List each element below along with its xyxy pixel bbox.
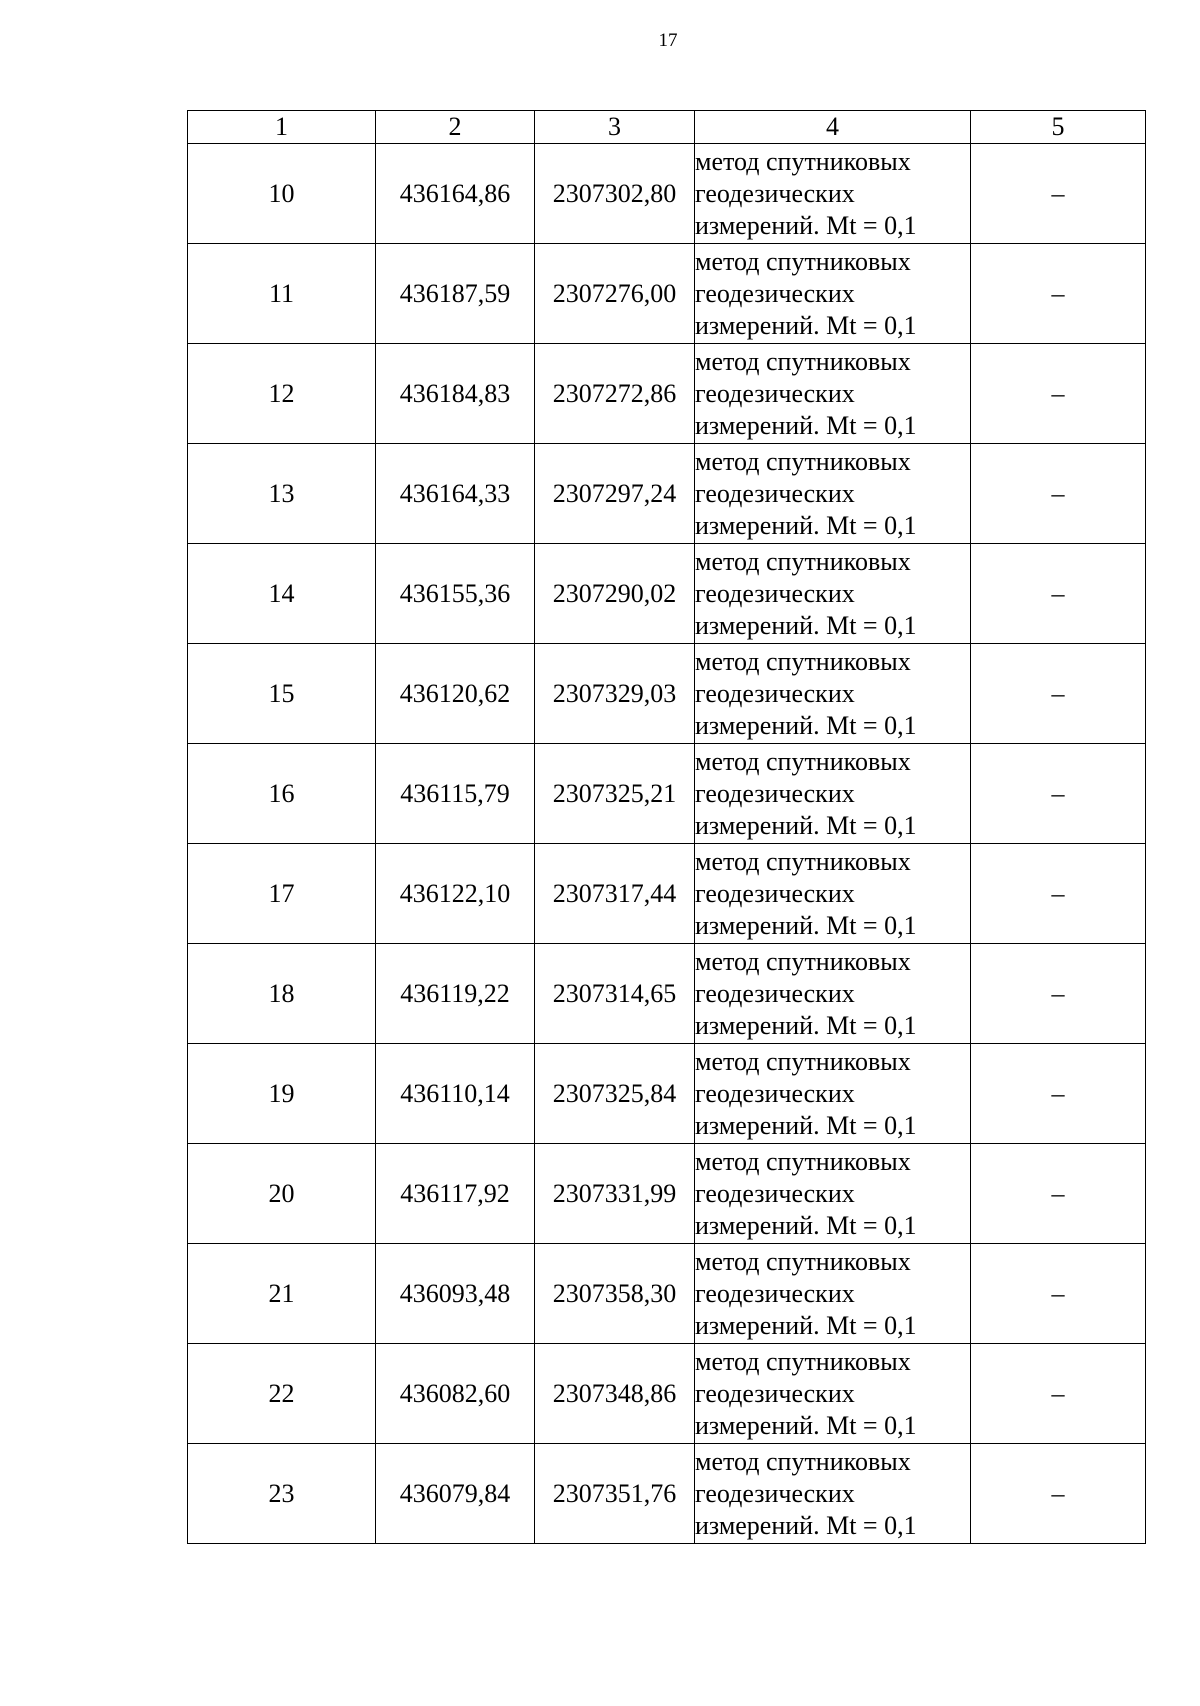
method-line: измерений. Mt = 0,1 xyxy=(695,1110,917,1140)
method-line: метод спутниковых xyxy=(695,846,911,876)
method-line: измерений. Mt = 0,1 xyxy=(695,710,917,740)
y-coordinate-cell: 2307358,30 xyxy=(535,1244,695,1344)
x-coordinate-cell: 436164,33 xyxy=(376,444,535,544)
note-cell: – xyxy=(971,1344,1146,1444)
method-line: геодезических xyxy=(695,1078,855,1108)
y-coordinate-cell: 2307348,86 xyxy=(535,1344,695,1444)
header-col-4: 4 xyxy=(695,111,971,144)
note-cell: – xyxy=(971,1144,1146,1244)
note-cell: – xyxy=(971,444,1146,544)
method-line: геодезических xyxy=(695,678,855,708)
header-col-5: 5 xyxy=(971,111,1146,144)
table-row xyxy=(188,644,1146,744)
method-line: измерений. Mt = 0,1 xyxy=(695,810,917,840)
method-cell xyxy=(695,1044,971,1144)
note-cell: – xyxy=(971,244,1146,344)
x-coordinate-cell: 436093,48 xyxy=(376,1244,535,1344)
point-number-cell: 12 xyxy=(188,344,376,444)
method-line: метод спутниковых xyxy=(695,946,911,976)
method-line: измерений. Mt = 0,1 xyxy=(695,910,917,940)
note-cell: – xyxy=(971,544,1146,644)
note-cell: – xyxy=(971,1444,1146,1544)
table-body xyxy=(188,144,1146,1544)
table-header-row xyxy=(188,111,1146,144)
table-row xyxy=(188,244,1146,344)
method-cell xyxy=(695,244,971,344)
method-line: геодезических xyxy=(695,1478,855,1508)
method-line: измерений. Mt = 0,1 xyxy=(695,1410,917,1440)
table-row xyxy=(188,1444,1146,1544)
method-line: измерений. Mt = 0,1 xyxy=(695,1510,917,1540)
method-line: геодезических xyxy=(695,1378,855,1408)
method-line: измерений. Mt = 0,1 xyxy=(695,1010,917,1040)
method-line: метод спутниковых xyxy=(695,246,911,276)
point-number-cell: 17 xyxy=(188,844,376,944)
y-coordinate-cell: 2307290,02 xyxy=(535,544,695,644)
point-number-cell: 15 xyxy=(188,644,376,744)
x-coordinate-cell: 436155,36 xyxy=(376,544,535,644)
method-cell xyxy=(695,644,971,744)
table-row xyxy=(188,1244,1146,1344)
method-line: измерений. Mt = 0,1 xyxy=(695,510,917,540)
y-coordinate-cell: 2307351,76 xyxy=(535,1444,695,1544)
point-number-cell: 22 xyxy=(188,1344,376,1444)
method-line: измерений. Mt = 0,1 xyxy=(695,1310,917,1340)
y-coordinate-cell: 2307302,80 xyxy=(535,144,695,244)
point-number-cell: 13 xyxy=(188,444,376,544)
x-coordinate-cell: 436119,22 xyxy=(376,944,535,1044)
y-coordinate-cell: 2307317,44 xyxy=(535,844,695,944)
method-line: геодезических xyxy=(695,578,855,608)
point-number-cell: 23 xyxy=(188,1444,376,1544)
note-cell: – xyxy=(971,344,1146,444)
method-cell xyxy=(695,744,971,844)
method-line: измерений. Mt = 0,1 xyxy=(695,1210,917,1240)
method-line: геодезических xyxy=(695,1278,855,1308)
table-row xyxy=(188,1344,1146,1444)
method-cell xyxy=(695,444,971,544)
point-number-cell: 20 xyxy=(188,1144,376,1244)
table-row xyxy=(188,344,1146,444)
header-col-2: 2 xyxy=(376,111,535,144)
point-number-cell: 16 xyxy=(188,744,376,844)
y-coordinate-cell: 2307329,03 xyxy=(535,644,695,744)
point-number-cell: 19 xyxy=(188,1044,376,1144)
method-line: измерений. Mt = 0,1 xyxy=(695,610,917,640)
table-row xyxy=(188,544,1146,644)
header-col-3: 3 xyxy=(535,111,695,144)
method-line: метод спутниковых xyxy=(695,1046,911,1076)
method-line: метод спутниковых xyxy=(695,346,911,376)
note-cell: – xyxy=(971,144,1146,244)
table-row xyxy=(188,844,1146,944)
method-line: метод спутниковых xyxy=(695,746,911,776)
method-line: метод спутниковых xyxy=(695,546,911,576)
page-number: 17 xyxy=(658,30,678,51)
method-cell xyxy=(695,944,971,1044)
method-line: измерений. Mt = 0,1 xyxy=(695,210,917,240)
header-col-1: 1 xyxy=(188,111,376,144)
method-line: метод спутниковых xyxy=(695,446,911,476)
y-coordinate-cell: 2307272,86 xyxy=(535,344,695,444)
y-coordinate-cell: 2307325,21 xyxy=(535,744,695,844)
point-number-cell: 18 xyxy=(188,944,376,1044)
note-cell: – xyxy=(971,844,1146,944)
coordinates-table xyxy=(187,110,1146,1544)
method-line: геодезических xyxy=(695,378,855,408)
table-row xyxy=(188,1044,1146,1144)
method-line: геодезических xyxy=(695,978,855,1008)
table-row xyxy=(188,744,1146,844)
point-number-cell: 14 xyxy=(188,544,376,644)
method-cell xyxy=(695,544,971,644)
method-cell xyxy=(695,344,971,444)
method-line: геодезических xyxy=(695,1178,855,1208)
x-coordinate-cell: 436164,86 xyxy=(376,144,535,244)
method-cell xyxy=(695,144,971,244)
table-row xyxy=(188,944,1146,1044)
x-coordinate-cell: 436122,10 xyxy=(376,844,535,944)
note-cell: – xyxy=(971,744,1146,844)
method-line: измерений. Mt = 0,1 xyxy=(695,410,917,440)
y-coordinate-cell: 2307276,00 xyxy=(535,244,695,344)
method-cell xyxy=(695,844,971,944)
method-line: геодезических xyxy=(695,878,855,908)
method-cell xyxy=(695,1144,971,1244)
method-line: метод спутниковых xyxy=(695,1346,911,1376)
method-line: измерений. Mt = 0,1 xyxy=(695,310,917,340)
x-coordinate-cell: 436117,92 xyxy=(376,1144,535,1244)
point-number-cell: 21 xyxy=(188,1244,376,1344)
y-coordinate-cell: 2307331,99 xyxy=(535,1144,695,1244)
method-line: геодезических xyxy=(695,178,855,208)
table-row xyxy=(188,1144,1146,1244)
x-coordinate-cell: 436187,59 xyxy=(376,244,535,344)
x-coordinate-cell: 436082,60 xyxy=(376,1344,535,1444)
method-line: геодезических xyxy=(695,278,855,308)
y-coordinate-cell: 2307325,84 xyxy=(535,1044,695,1144)
y-coordinate-cell: 2307297,24 xyxy=(535,444,695,544)
x-coordinate-cell: 436115,79 xyxy=(376,744,535,844)
point-number-cell: 11 xyxy=(188,244,376,344)
method-line: метод спутниковых xyxy=(695,1146,911,1176)
note-cell: – xyxy=(971,644,1146,744)
method-cell xyxy=(695,1344,971,1444)
method-line: метод спутниковых xyxy=(695,1446,911,1476)
point-number-cell: 10 xyxy=(188,144,376,244)
x-coordinate-cell: 436120,62 xyxy=(376,644,535,744)
table-row xyxy=(188,144,1146,244)
x-coordinate-cell: 436110,14 xyxy=(376,1044,535,1144)
method-cell xyxy=(695,1444,971,1544)
method-line: геодезических xyxy=(695,778,855,808)
note-cell: – xyxy=(971,944,1146,1044)
method-cell xyxy=(695,1244,971,1344)
x-coordinate-cell: 436184,83 xyxy=(376,344,535,444)
method-line: геодезических xyxy=(695,478,855,508)
note-cell: – xyxy=(971,1244,1146,1344)
note-cell: – xyxy=(971,1044,1146,1144)
table-row xyxy=(188,444,1146,544)
y-coordinate-cell: 2307314,65 xyxy=(535,944,695,1044)
method-line: метод спутниковых xyxy=(695,146,911,176)
method-line: метод спутниковых xyxy=(695,646,911,676)
x-coordinate-cell: 436079,84 xyxy=(376,1444,535,1544)
method-line: метод спутниковых xyxy=(695,1246,911,1276)
